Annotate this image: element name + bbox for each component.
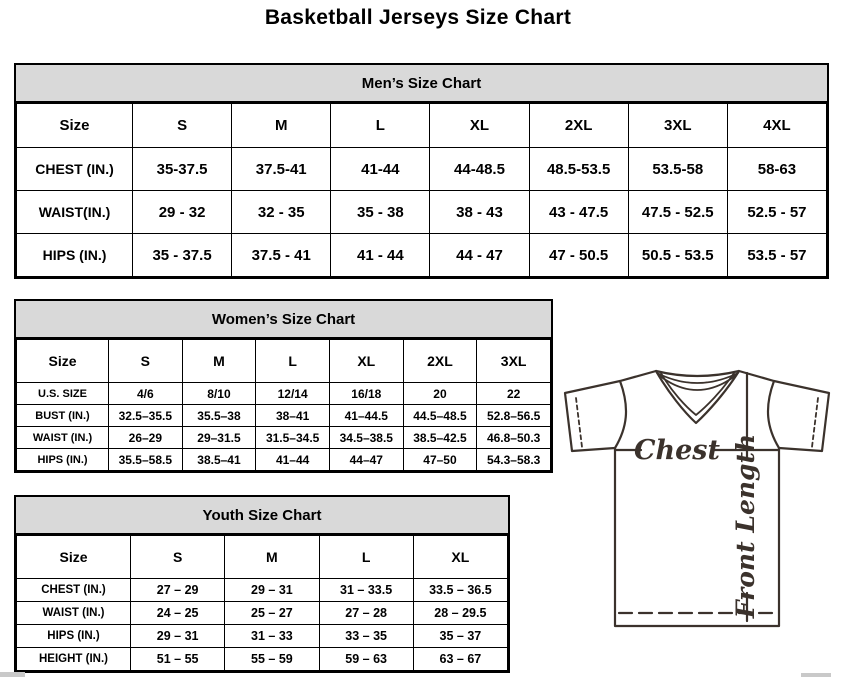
size-value-cell: 22 (477, 383, 551, 405)
measurement-row-label: WAIST (IN.) (17, 602, 131, 625)
size-value-cell: 29 - 32 (133, 191, 232, 234)
table-row (17, 449, 551, 471)
jersey-armhole-seam-right (768, 381, 779, 448)
size-col-header: XL (329, 340, 403, 383)
size-value-cell: 38.5–42.5 (403, 427, 477, 449)
size-value-cell: 31 – 33.5 (319, 579, 413, 602)
size-value-cell: 41–44.5 (329, 405, 403, 427)
size-value-cell: 48.5-53.5 (529, 148, 628, 191)
size-value-cell: 38 - 43 (430, 191, 529, 234)
size-value-cell: 53.5 - 57 (727, 234, 826, 277)
table-row (17, 648, 508, 671)
horizontal-scrollbar-fragment-left[interactable] (0, 672, 25, 677)
size-value-cell: 8/10 (182, 383, 256, 405)
size-value-cell: 44 - 47 (430, 234, 529, 277)
size-value-cell: 33 – 35 (319, 625, 413, 648)
size-value-cell: 41 - 44 (331, 234, 430, 277)
size-value-cell: 35.5–58.5 (109, 449, 183, 471)
size-col-header: XL (413, 536, 507, 579)
size-col-header: L (319, 536, 413, 579)
size-value-cell: 32.5–35.5 (109, 405, 183, 427)
size-value-cell: 4/6 (109, 383, 183, 405)
size-col-header: 2XL (403, 340, 477, 383)
mens-size-chart (14, 63, 829, 279)
size-value-cell: 43 - 47.5 (529, 191, 628, 234)
size-value-cell: 37.5-41 (232, 148, 331, 191)
size-value-cell: 46.8–50.3 (477, 427, 551, 449)
measurement-row-label: BUST (IN.) (17, 405, 109, 427)
measurement-row-label: U.S. SIZE (17, 383, 109, 405)
mens-size-table (16, 103, 827, 277)
size-col-header: 4XL (727, 104, 826, 148)
page-title: Basketball Jerseys Size Chart (264, 6, 572, 29)
table-header-row (17, 536, 508, 579)
size-value-cell: 44-48.5 (430, 148, 529, 191)
size-col-header: Size (17, 104, 133, 148)
table-row (17, 383, 551, 405)
size-col-header: S (131, 536, 225, 579)
mens-table-caption: Men’s Size Chart (16, 65, 827, 103)
jersey-armhole-seam-left (615, 381, 626, 448)
table-row (17, 234, 827, 277)
size-value-cell: 27 – 28 (319, 602, 413, 625)
table-row (17, 602, 508, 625)
size-value-cell: 44–47 (329, 449, 403, 471)
size-col-header: XL (430, 104, 529, 148)
table-header-row (17, 104, 827, 148)
size-value-cell: 31 – 33 (225, 625, 319, 648)
size-value-cell: 28 – 29.5 (413, 602, 507, 625)
table-row (17, 625, 508, 648)
jersey-measurement-diagram (556, 360, 834, 632)
chest-label: Chest (634, 435, 720, 466)
size-value-cell: 20 (403, 383, 477, 405)
womens-size-chart (14, 299, 553, 473)
table-row (17, 148, 827, 191)
measurement-row-label: CHEST (IN.) (17, 148, 133, 191)
size-col-header: 3XL (628, 104, 727, 148)
measurement-row-label: WAIST(IN.) (17, 191, 133, 234)
size-col-header: S (133, 104, 232, 148)
size-value-cell: 47 - 50.5 (529, 234, 628, 277)
size-value-cell: 27 – 29 (131, 579, 225, 602)
jersey-outline (565, 371, 829, 626)
size-value-cell: 52.8–56.5 (477, 405, 551, 427)
size-col-header: M (232, 104, 331, 148)
size-value-cell: 33.5 – 36.5 (413, 579, 507, 602)
size-value-cell: 34.5–38.5 (329, 427, 403, 449)
horizontal-scrollbar-fragment-right[interactable] (801, 673, 831, 677)
size-col-header: M (225, 536, 319, 579)
size-value-cell: 12/14 (256, 383, 330, 405)
jersey-cuff-dash-right (812, 398, 818, 447)
size-col-header: L (331, 104, 430, 148)
size-value-cell: 38–41 (256, 405, 330, 427)
table-row (17, 579, 508, 602)
measurement-row-label: WAIST (IN.) (17, 427, 109, 449)
size-value-cell: 31.5–34.5 (256, 427, 330, 449)
measurement-row-label: CHEST (IN.) (17, 579, 131, 602)
size-value-cell: 63 – 67 (413, 648, 507, 671)
table-header-row (17, 340, 551, 383)
size-value-cell: 24 – 25 (131, 602, 225, 625)
size-value-cell: 58-63 (727, 148, 826, 191)
size-value-cell: 29–31.5 (182, 427, 256, 449)
youth-size-table (16, 535, 508, 671)
size-value-cell: 26–29 (109, 427, 183, 449)
size-value-cell: 47.5 - 52.5 (628, 191, 727, 234)
table-row (17, 191, 827, 234)
size-col-header: M (182, 340, 256, 383)
size-value-cell: 55 – 59 (225, 648, 319, 671)
size-value-cell: 51 – 55 (131, 648, 225, 671)
measurement-row-label: HEIGHT (IN.) (17, 648, 131, 671)
size-value-cell: 38.5–41 (182, 449, 256, 471)
size-col-header: 3XL (477, 340, 551, 383)
size-value-cell: 54.3–58.3 (477, 449, 551, 471)
size-value-cell: 35 - 38 (331, 191, 430, 234)
size-value-cell: 16/18 (329, 383, 403, 405)
womens-table-caption: Women’s Size Chart (16, 301, 551, 339)
size-value-cell: 41-44 (331, 148, 430, 191)
size-col-header: L (256, 340, 330, 383)
size-value-cell: 53.5-58 (628, 148, 727, 191)
size-value-cell: 29 – 31 (131, 625, 225, 648)
size-value-cell: 32 - 35 (232, 191, 331, 234)
youth-size-chart (14, 495, 510, 673)
size-value-cell: 59 – 63 (319, 648, 413, 671)
size-value-cell: 41–44 (256, 449, 330, 471)
size-value-cell: 29 – 31 (225, 579, 319, 602)
size-value-cell: 35 – 37 (413, 625, 507, 648)
size-value-cell: 44.5–48.5 (403, 405, 477, 427)
size-value-cell: 35.5–38 (182, 405, 256, 427)
size-col-header: Size (17, 340, 109, 383)
size-value-cell: 25 – 27 (225, 602, 319, 625)
size-value-cell: 37.5 - 41 (232, 234, 331, 277)
size-value-cell: 35 - 37.5 (133, 234, 232, 277)
youth-table-caption: Youth Size Chart (16, 497, 508, 535)
front-length-label: Front Length (731, 433, 760, 619)
measurement-row-label: HIPS (IN.) (17, 449, 109, 471)
size-col-header: 2XL (529, 104, 628, 148)
size-value-cell: 52.5 - 57 (727, 191, 826, 234)
jersey-cuff-dash-left (576, 398, 582, 447)
size-col-header: S (109, 340, 183, 383)
size-value-cell: 50.5 - 53.5 (628, 234, 727, 277)
size-col-header: Size (17, 536, 131, 579)
measurement-row-label: HIPS (IN.) (17, 625, 131, 648)
size-value-cell: 35-37.5 (133, 148, 232, 191)
table-row (17, 427, 551, 449)
size-value-cell: 47–50 (403, 449, 477, 471)
measurement-row-label: HIPS (IN.) (17, 234, 133, 277)
womens-size-table (16, 339, 551, 471)
table-row (17, 405, 551, 427)
